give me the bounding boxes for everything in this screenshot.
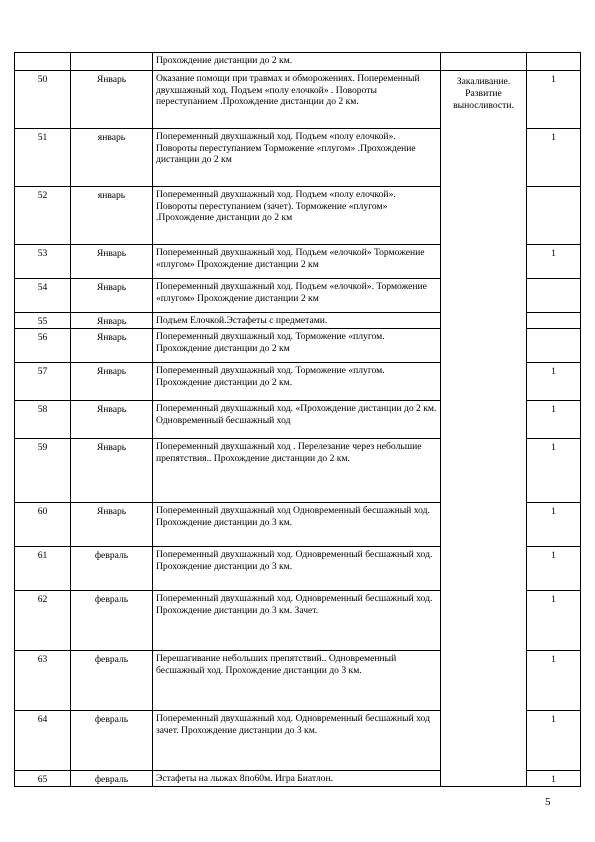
row-hours: 1 [527, 401, 581, 439]
row-month: Январь [71, 363, 153, 401]
row-hours: 1 [527, 439, 581, 503]
row-topic: Попеременный двухшажный ход. Одновременный бесшажный ход. Прохождение дистанции до 3 км. [153, 547, 441, 591]
row-number: 61 [15, 547, 71, 591]
row-month: февраль [71, 711, 153, 771]
row-month: Январь [71, 279, 153, 313]
row-hours: 1 [527, 771, 581, 787]
row-hours: 1 [527, 129, 581, 187]
row-number: 64 [15, 711, 71, 771]
page-number: 5 [545, 796, 551, 808]
row-topic: Подъем Елочкой.Эстафеты с предметами. [153, 313, 441, 329]
row-month: январь [71, 187, 153, 245]
row-number: 56 [15, 329, 71, 363]
table-row [15, 53, 581, 71]
row-hours [527, 53, 581, 71]
row-month: Январь [71, 401, 153, 439]
row-hours: 1 [527, 651, 581, 711]
goal-cell: Закаливание. Развитие выносливости. [441, 71, 527, 787]
row-topic: Попеременный двухшажный ход. Подъем «елочкой». Торможение «плугом» Прохождение дистанции 2 км [153, 279, 441, 313]
row-topic: Оказание помощи при травмах и обморожениях. Попеременный двухшажный ход. Подъем «полу елочкой» . Повороты переступанием .Прохождение дистанции до 2 км. [153, 71, 441, 129]
row-month: Январь [71, 245, 153, 279]
row-hours: 1 [527, 547, 581, 591]
row-number: 62 [15, 591, 71, 651]
row-hours [527, 187, 581, 245]
row-hours [527, 279, 581, 313]
row-hours [527, 329, 581, 363]
row-hours: 1 [527, 71, 581, 129]
row-topic: Попеременный двухшажный ход. Одновременный бесшажный ход. Прохождение дистанции до 3 км. Зачет. [153, 591, 441, 651]
row-topic: Попеременный двухшажный ход. Одновременный бесшажный ход зачет. Прохождение дистанции до 3 км. [153, 711, 441, 771]
row-hours: 1 [527, 245, 581, 279]
row-topic: Попеременный двухшажный ход Одновременный бесшажный ход. Прохождение дистанции до 3 км. [153, 503, 441, 547]
row-month: январь [71, 129, 153, 187]
row-number: 50 [15, 71, 71, 129]
row-topic: Прохождение дистанции до 2 км. [153, 53, 441, 71]
row-goal [441, 53, 527, 71]
row-topic: Попеременный двухшажный ход. Подъем «полу елочкой». Повороты переступанием (зачет). Торможение «плугом» .Прохождение дистанции до 2 км [153, 187, 441, 245]
row-month: Январь [71, 71, 153, 129]
row-number: 58 [15, 401, 71, 439]
row-hours: 1 [527, 363, 581, 401]
row-month: февраль [71, 651, 153, 711]
row-month: февраль [71, 771, 153, 787]
row-number: 57 [15, 363, 71, 401]
row-month: февраль [71, 591, 153, 651]
row-month: Январь [71, 503, 153, 547]
row-number [15, 53, 71, 71]
row-topic: Попеременный двухшажный ход . Перелезание через небольшие препятствия.. Прохождение дистанции до 2 км. [153, 439, 441, 503]
row-month: Январь [71, 313, 153, 329]
row-topic: Попеременный двухшажный ход. Подъем «елочкой» Торможение «плугом» Прохождение дистанции 2 км [153, 245, 441, 279]
row-hours: 1 [527, 711, 581, 771]
lesson-plan-table [14, 52, 581, 787]
table-row [15, 71, 581, 129]
row-number: 51 [15, 129, 71, 187]
row-hours: 1 [527, 591, 581, 651]
row-number: 60 [15, 503, 71, 547]
row-hours [527, 313, 581, 329]
row-number: 55 [15, 313, 71, 329]
row-number: 63 [15, 651, 71, 711]
row-topic: Попеременный двухшажный ход. Торможение «плугом. Прохождение дистанции до 2 км [153, 329, 441, 363]
row-month: Январь [71, 439, 153, 503]
row-topic: Эстафеты на лыжах 8по60м. Игра Биатлон. [153, 771, 441, 787]
row-number: 54 [15, 279, 71, 313]
row-number: 65 [15, 771, 71, 787]
row-topic: Попеременный двухшажный ход. Подъем «полу елочкой». Повороты переступанием Торможение «плугом» .Прохождение дистанции до 2 км [153, 129, 441, 187]
row-number: 53 [15, 245, 71, 279]
row-month: Январь [71, 329, 153, 363]
row-number: 59 [15, 439, 71, 503]
row-topic: Перешагивание небольших препятствий.. Одновременный бесшажный ход. Прохождение дистанции до 3 км. [153, 651, 441, 711]
row-topic: Попеременный двухшажный ход. «Прохождение дистанции до 2 км. Одновременный бесшажный ход [153, 401, 441, 439]
row-month [71, 53, 153, 71]
row-month: февраль [71, 547, 153, 591]
row-number: 52 [15, 187, 71, 245]
row-hours: 1 [527, 503, 581, 547]
row-topic: Попеременный двухшажный ход. Торможение «плугом. Прохождение дистанции до 2 км. [153, 363, 441, 401]
